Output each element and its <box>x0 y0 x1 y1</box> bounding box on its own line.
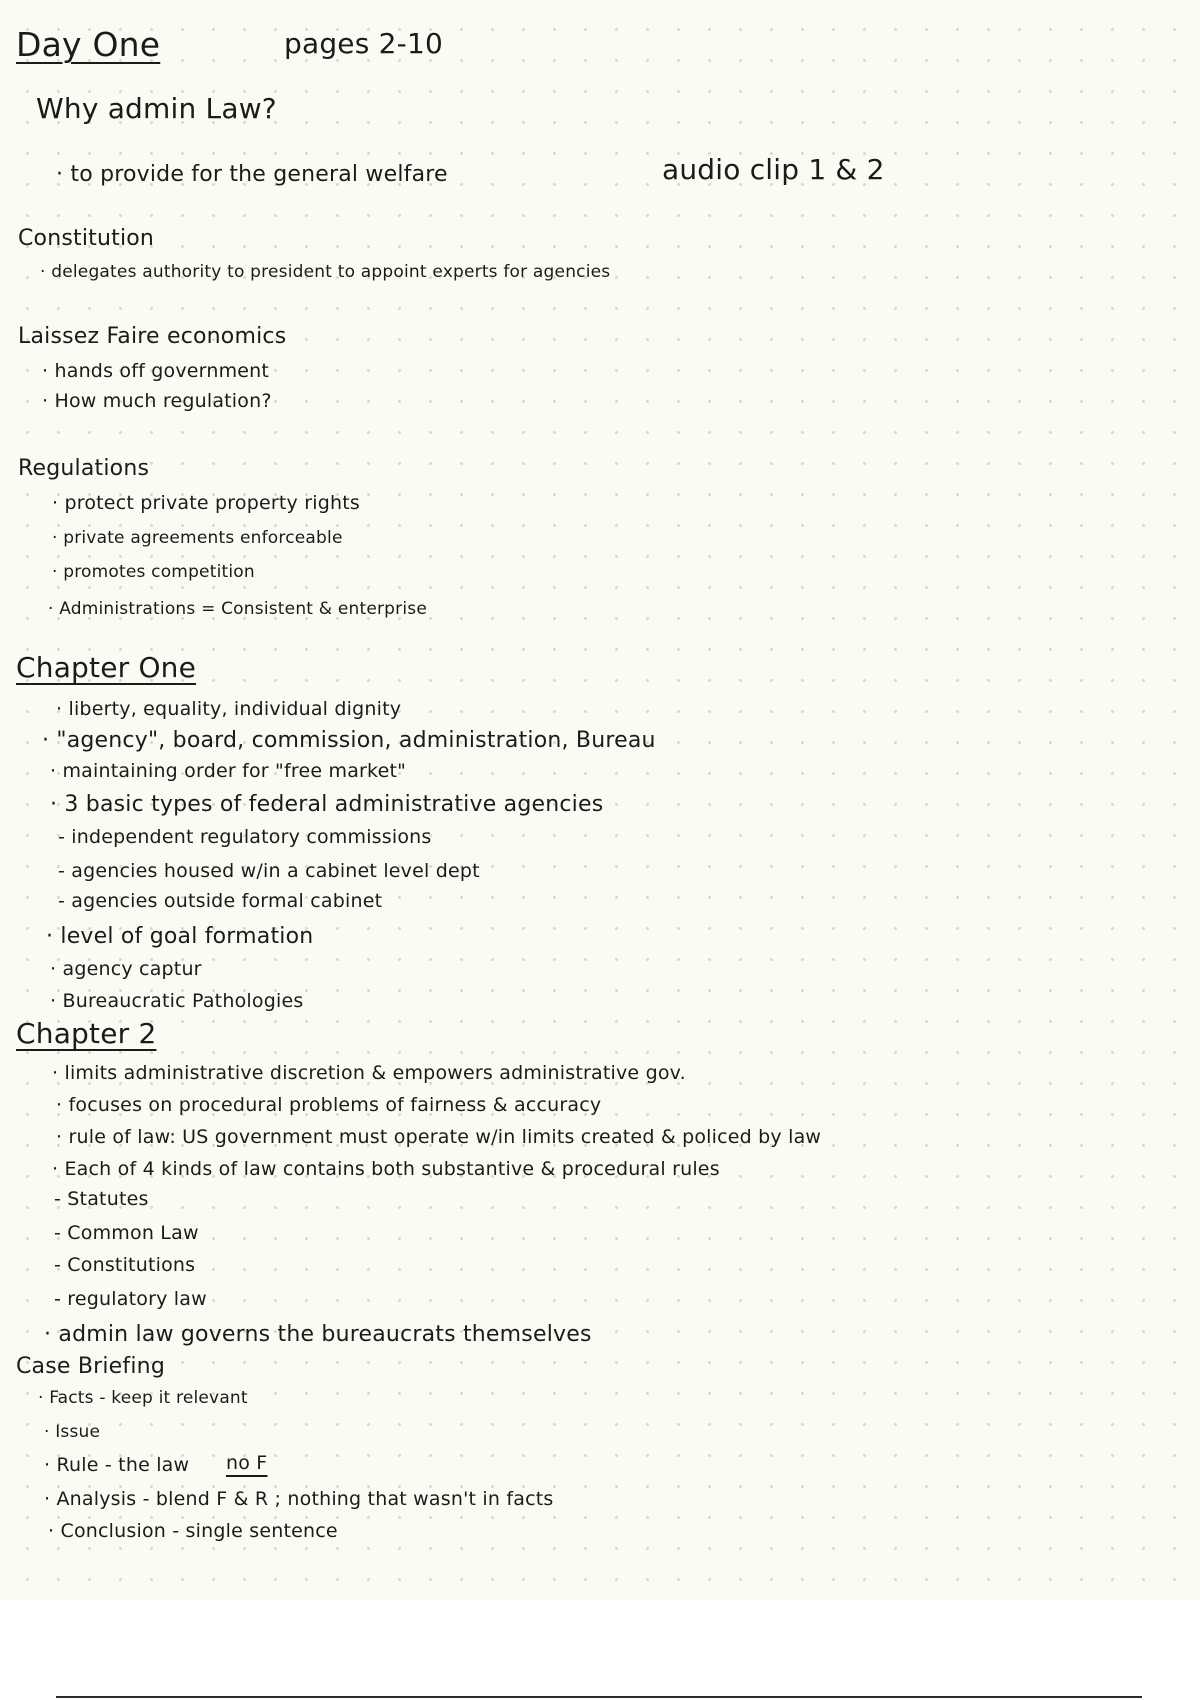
note-line: - agencies outside formal cabinet <box>58 890 383 912</box>
heading-chapter-one: Chapter One <box>16 651 197 684</box>
note-line: · hands off government <box>42 360 270 382</box>
note-line: - Statutes <box>54 1188 149 1210</box>
heading-regulations: Regulations <box>18 456 150 481</box>
note-line: · Bureaucratic Pathologies <box>50 990 304 1012</box>
heading-constitution: Constitution <box>18 226 155 251</box>
heading-chapter-two: Chapter 2 <box>16 1017 157 1050</box>
note-line: · Issue <box>44 1422 101 1442</box>
note-line: · "agency", board, commission, administration, Bureau <box>42 728 656 753</box>
page-title: Day One <box>16 25 161 64</box>
note-line: no F <box>226 1452 268 1474</box>
page-range: pages 2-10 <box>284 27 443 60</box>
note-line: · promotes competition <box>52 562 255 582</box>
note-line: · How much regulation? <box>42 390 272 412</box>
note-line: · private agreements enforceable <box>52 528 343 548</box>
note-line: · Analysis - blend F & R ; nothing that wasn't in facts <box>44 1488 554 1510</box>
note-line: · rule of law: US government must operate w/in limits created & policed by law <box>56 1126 822 1148</box>
note-line: · protect private property rights <box>52 492 360 514</box>
heading-laissez-faire: Laissez Faire economics <box>18 324 287 349</box>
note-line: · focuses on procedural problems of fairness & accuracy <box>56 1094 602 1116</box>
note-line: - Common Law <box>54 1222 199 1244</box>
note-line: - regulatory law <box>54 1288 207 1310</box>
note-line: - Constitutions <box>54 1254 196 1276</box>
note-line: · Rule - the law <box>44 1454 190 1476</box>
note-line: · liberty, equality, individual dignity <box>56 698 402 720</box>
note-line: · delegates authority to president to appoint experts for agencies <box>40 262 611 282</box>
note-line: · level of goal formation <box>46 924 314 949</box>
note-line: · admin law governs the bureaucrats themselves <box>44 1322 592 1347</box>
note-line: · Facts - keep it relevant <box>38 1388 248 1408</box>
audio-note: audio clip 1 & 2 <box>662 153 885 186</box>
footer-divider <box>56 1696 1142 1698</box>
note-line: · Each of 4 kinds of law contains both substantive & procedural rules <box>52 1158 720 1180</box>
note-line: - agencies housed w/in a cabinet level dept <box>58 860 480 882</box>
heading-why-admin-law: Why admin Law? <box>36 92 277 125</box>
note-line: · agency captur <box>50 958 202 980</box>
note-line: · maintaining order for "free market" <box>50 760 407 782</box>
note-line: - independent regulatory commissions <box>58 826 432 848</box>
heading-case-briefing: Case Briefing <box>16 1354 165 1379</box>
note-line: · to provide for the general welfare <box>56 162 448 187</box>
note-line: · limits administrative discretion & empowers administrative gov. <box>52 1062 686 1084</box>
note-line: · 3 basic types of federal administrative agencies <box>50 792 604 817</box>
note-line: · Administrations = Consistent & enterprise <box>48 599 427 619</box>
note-line: · Conclusion - single sentence <box>48 1520 338 1542</box>
